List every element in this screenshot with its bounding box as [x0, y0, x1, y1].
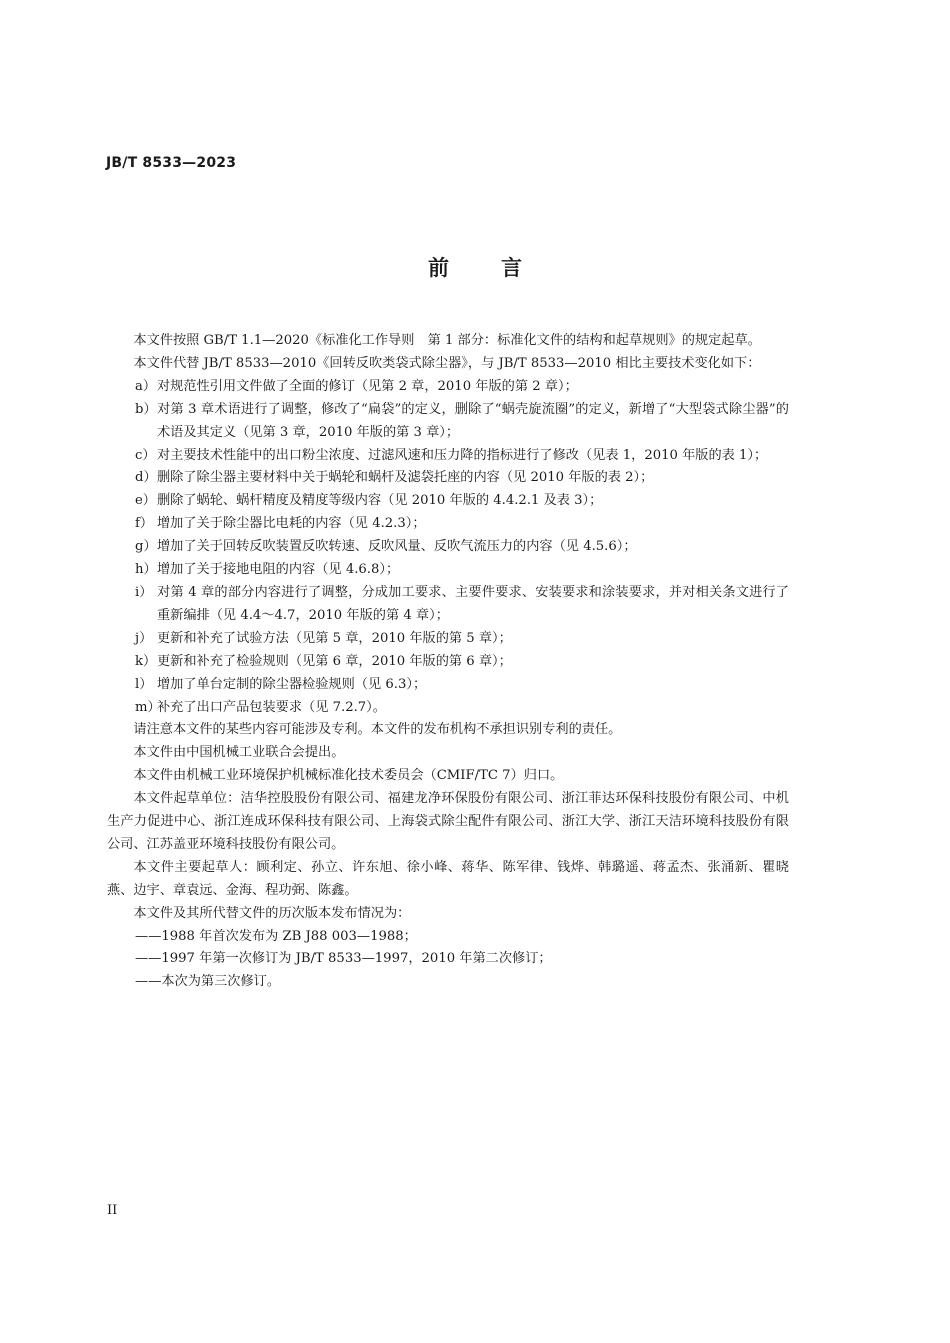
change-text: 增加了关于回转反吹装置反吹转速、反吹风量、反吹气流压力的内容（见 4.5.6）； — [157, 539, 637, 555]
change-text: 对规范性引用文件做了全面的修订（见第 2 章，2010 年版的第 2 章）； — [157, 378, 578, 394]
history-item: ——本次为第三次修订。 — [135, 974, 281, 990]
change-marker: d） — [135, 470, 157, 486]
change-item — [135, 674, 789, 697]
change-text: 更新和补充了检验规则（见第 6 章，2010 年版的第 6 章）； — [157, 653, 512, 669]
change-item — [135, 536, 789, 559]
change-item — [135, 697, 789, 720]
history-item: ——1997 年第一次修订为 JB/T 8533—1997，2010 年第二次修订； — [135, 951, 552, 967]
paragraph-drafting-units: 本文件起草单位：洁华控股股份有限公司、福建龙净环保股份有限公司、浙江菲达环保科技股份有限公司、中机生产力促进中心、浙江连成环保科技有限公司、上海袋式除尘配件有限公司、浙江大学、浙江天洁环境科技股份有限公司、江苏盖亚环境科技股份有限公司。 — [107, 791, 789, 852]
history-item: ——1988 年首次发布为 ZB J88 003—1988； — [135, 928, 417, 944]
change-item — [135, 513, 789, 536]
change-item — [135, 490, 789, 513]
change-marker: e） — [135, 493, 156, 509]
page-number: II — [107, 1203, 118, 1218]
change-marker: g） — [135, 539, 157, 555]
change-marker: b） — [135, 401, 157, 417]
change-marker: h） — [135, 562, 157, 578]
change-item — [135, 376, 789, 399]
change-text: 删除了除尘器主要材料中关于蜗轮和蜗杆及滤袋托座的内容（见 2010 年版的表 2）； — [157, 470, 654, 486]
change-marker: c） — [135, 447, 156, 463]
change-marker: i） — [135, 584, 153, 600]
foreword-body — [107, 330, 789, 994]
paragraph-history-intro: 本文件及其所代替文件的历次版本发布情况为： — [133, 905, 411, 921]
change-marker: j） — [135, 630, 153, 646]
change-marker: k） — [135, 653, 157, 669]
paragraph-proposer: 本文件由中国机械工业联合会提出。 — [133, 745, 345, 761]
change-text: 对主要技术性能中的出口粉尘浓度、过滤风速和压力降的指标进行了修改（见表 1，2010 年版的表 1）； — [157, 447, 768, 463]
change-item — [135, 651, 789, 674]
change-text: 更新和补充了试验方法（见第 5 章，2010 年版的第 5 章）； — [157, 630, 512, 646]
title-char-right: 言 — [501, 256, 522, 280]
change-item — [135, 559, 789, 582]
change-text: 对第 3 章术语进行了调整，修改了“扁袋”的定义，删除了“蜗壳旋流圈”的定义，新增了“大型袋式除尘器”的术语及其定义（见第 3 章，2010 年版的第 3 章）； — [157, 401, 789, 440]
paragraph-drafting-basis: 本文件按照 GB/T 1.1—2020《标准化工作导则 第 1 部分：标准化文件的结构和起草规则》的规定起草。 — [133, 333, 761, 348]
paragraph-replacement: 本文件代替 JB/T 8533—2010《回转反吹类袋式除尘器》，与 JB/T 8533—2010 相比主要技术变化如下： — [133, 355, 761, 371]
change-marker: a） — [135, 378, 157, 394]
change-text: 增加了单台定制的除尘器检验规则（见 6.3）； — [157, 676, 427, 692]
change-item — [135, 582, 789, 628]
paragraph-patent-notice: 请注意本文件的某些内容可能涉及专利。本文件的发布机构不承担识别专利的责任。 — [133, 722, 622, 738]
change-marker: l） — [135, 676, 153, 692]
change-text: 删除了蜗轮、蜗杆精度及精度等级内容（见 2010 年版的 4.4.2.1 及表 3）； — [157, 493, 603, 509]
change-marker: m） — [135, 699, 161, 715]
title-char-left: 前 — [428, 256, 449, 280]
document-code: JB/T 8533—2023 — [106, 155, 237, 171]
change-item — [135, 445, 789, 468]
change-item — [135, 628, 789, 651]
change-text: 增加了关于除尘器比电耗的内容（见 4.2.3）； — [157, 516, 426, 532]
paragraph-committee: 本文件由机械工业环境保护机械标准化技术委员会（CMIF/TC 7）归口。 — [133, 768, 564, 784]
change-text: 对第 4 章的部分内容进行了调整，分成加工要求、主要件要求、安装要求和涂装要求，并对相关条文进行了重新编排（见 4.4～4.7，2010 年版的第 4 章）； — [157, 584, 789, 623]
paragraph-drafters: 本文件主要起草人：顾利定、孙立、许东旭、徐小峰、蒋华、陈军律、钱烨、韩璐遥、蒋孟杰、张涌新、瞿晓燕、边宇、章袁远、金海、程功弼、陈鑫。 — [107, 859, 789, 898]
change-text: 增加了关于接地电阻的内容（见 4.6.8）； — [157, 562, 400, 578]
change-item — [135, 399, 789, 445]
change-marker: f） — [135, 516, 154, 532]
change-item — [135, 467, 789, 490]
change-text: 补充了出口产品包装要求（见 7.2.7）。 — [157, 699, 386, 715]
page-title — [0, 252, 950, 282]
